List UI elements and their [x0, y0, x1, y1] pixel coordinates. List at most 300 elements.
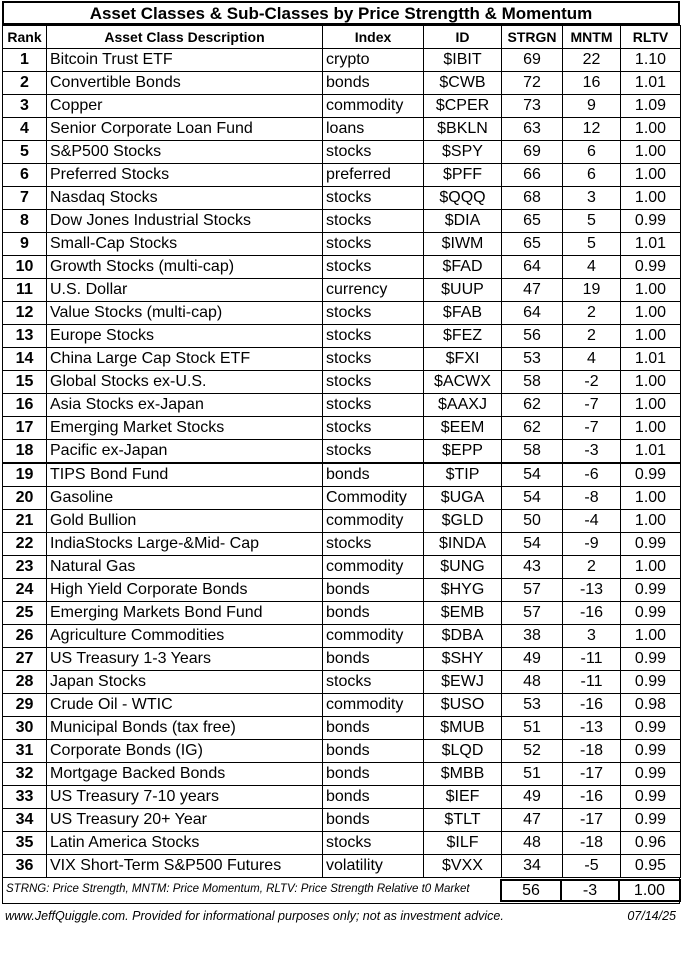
relative-cell: 0.99	[621, 533, 681, 556]
momentum-cell: 2	[563, 302, 621, 325]
momentum-cell: -3	[563, 440, 621, 464]
rank-cell: 25	[3, 602, 47, 625]
description-cell: U.S. Dollar	[47, 279, 323, 302]
id-cell: $BKLN	[424, 118, 502, 141]
header-mntm: MNTM	[563, 26, 621, 49]
table-row	[3, 49, 681, 72]
relative-cell: 0.98	[621, 694, 681, 717]
index-cell: stocks	[323, 256, 424, 279]
relative-cell: 0.99	[621, 579, 681, 602]
id-cell: $IBIT	[424, 49, 502, 72]
momentum-cell: -11	[563, 671, 621, 694]
rank-cell: 11	[3, 279, 47, 302]
momentum-cell: 6	[563, 164, 621, 187]
momentum-cell: -17	[563, 809, 621, 832]
rank-cell: 16	[3, 394, 47, 417]
relative-cell: 1.00	[621, 279, 681, 302]
relative-cell: 1.00	[621, 118, 681, 141]
strength-cell: 53	[502, 694, 563, 717]
momentum-cell: 19	[563, 279, 621, 302]
rank-cell: 3	[3, 95, 47, 118]
strength-cell: 38	[502, 625, 563, 648]
index-cell: stocks	[323, 371, 424, 394]
description-cell: Agriculture Commodities	[47, 625, 323, 648]
strength-cell: 58	[502, 371, 563, 394]
strength-cell: 58	[502, 440, 563, 464]
strength-cell: 53	[502, 348, 563, 371]
strength-cell: 54	[502, 533, 563, 556]
id-cell: $VXX	[424, 855, 502, 878]
strength-cell: 69	[502, 49, 563, 72]
description-cell: Corporate Bonds (IG)	[47, 740, 323, 763]
table-row	[3, 325, 681, 348]
index-cell: stocks	[323, 141, 424, 164]
id-cell: $DIA	[424, 210, 502, 233]
momentum-cell: -9	[563, 533, 621, 556]
id-cell: $PFF	[424, 164, 502, 187]
rank-cell: 1	[3, 49, 47, 72]
description-cell: Bitcoin Trust ETF	[47, 49, 323, 72]
relative-cell: 1.00	[621, 556, 681, 579]
id-cell: $UNG	[424, 556, 502, 579]
momentum-cell: 5	[563, 233, 621, 256]
relative-cell: 0.99	[621, 463, 681, 487]
index-cell: commodity	[323, 510, 424, 533]
rank-cell: 15	[3, 371, 47, 394]
index-cell: commodity	[323, 694, 424, 717]
strength-cell: 72	[502, 72, 563, 95]
asset-table	[2, 25, 681, 878]
index-cell: commodity	[323, 556, 424, 579]
id-cell: $IEF	[424, 786, 502, 809]
relative-cell: 0.99	[621, 648, 681, 671]
strength-cell: 69	[502, 141, 563, 164]
strength-cell: 43	[502, 556, 563, 579]
asset-class-sheet	[2, 1, 680, 926]
id-cell: $FXI	[424, 348, 502, 371]
id-cell: $TIP	[424, 463, 502, 487]
description-cell: Japan Stocks	[47, 671, 323, 694]
index-cell: commodity	[323, 95, 424, 118]
table-row	[3, 210, 681, 233]
relative-cell: 1.10	[621, 49, 681, 72]
momentum-cell: 6	[563, 141, 621, 164]
description-cell: High Yield Corporate Bonds	[47, 579, 323, 602]
index-cell: stocks	[323, 325, 424, 348]
id-cell: $INDA	[424, 533, 502, 556]
id-cell: $LQD	[424, 740, 502, 763]
rank-cell: 28	[3, 671, 47, 694]
table-row	[3, 187, 681, 210]
description-cell: Asia Stocks ex-Japan	[47, 394, 323, 417]
header-rank: Rank	[3, 26, 47, 49]
id-cell: $FAB	[424, 302, 502, 325]
rank-cell: 4	[3, 118, 47, 141]
table-row	[3, 786, 681, 809]
id-cell: $EPP	[424, 440, 502, 464]
strength-cell: 56	[502, 325, 563, 348]
strength-cell: 51	[502, 763, 563, 786]
id-cell: $USO	[424, 694, 502, 717]
relative-cell: 1.00	[621, 325, 681, 348]
index-cell: commodity	[323, 625, 424, 648]
rank-cell: 10	[3, 256, 47, 279]
table-row	[3, 809, 681, 832]
index-cell: stocks	[323, 210, 424, 233]
index-cell: bonds	[323, 602, 424, 625]
market-relative-value: 1.00	[618, 879, 681, 902]
description-cell: Dow Jones Industrial Stocks	[47, 210, 323, 233]
description-cell: Copper	[47, 95, 323, 118]
table-row	[3, 579, 681, 602]
table-row	[3, 763, 681, 786]
strength-cell: 65	[502, 233, 563, 256]
relative-cell: 1.00	[621, 141, 681, 164]
description-cell: US Treasury 20+ Year	[47, 809, 323, 832]
strength-cell: 51	[502, 717, 563, 740]
strength-cell: 54	[502, 463, 563, 487]
id-cell: $QQQ	[424, 187, 502, 210]
momentum-cell: -16	[563, 694, 621, 717]
strength-cell: 62	[502, 417, 563, 440]
description-cell: Small-Cap Stocks	[47, 233, 323, 256]
rank-cell: 30	[3, 717, 47, 740]
strength-cell: 47	[502, 279, 563, 302]
description-cell: China Large Cap Stock ETF	[47, 348, 323, 371]
id-cell: $HYG	[424, 579, 502, 602]
rank-cell: 34	[3, 809, 47, 832]
description-cell: Municipal Bonds (tax free)	[47, 717, 323, 740]
momentum-cell: -16	[563, 786, 621, 809]
rank-cell: 14	[3, 348, 47, 371]
table-row	[3, 95, 681, 118]
relative-cell: 0.99	[621, 717, 681, 740]
relative-cell: 0.95	[621, 855, 681, 878]
table-row	[3, 348, 681, 371]
description-cell: Mortgage Backed Bonds	[47, 763, 323, 786]
description-cell: Pacific ex-Japan	[47, 440, 323, 464]
relative-cell: 1.00	[621, 164, 681, 187]
strength-cell: 48	[502, 832, 563, 855]
relative-cell: 0.99	[621, 763, 681, 786]
table-row	[3, 832, 681, 855]
description-cell: Emerging Market Stocks	[47, 417, 323, 440]
rank-cell: 21	[3, 510, 47, 533]
strength-cell: 57	[502, 579, 563, 602]
strength-cell: 57	[502, 602, 563, 625]
relative-cell: 1.01	[621, 233, 681, 256]
table-row	[3, 717, 681, 740]
index-cell: currency	[323, 279, 424, 302]
rank-cell: 20	[3, 487, 47, 510]
header-id: ID	[424, 26, 502, 49]
rank-cell: 18	[3, 440, 47, 464]
table-row	[3, 487, 681, 510]
index-cell: bonds	[323, 717, 424, 740]
relative-cell: 1.00	[621, 487, 681, 510]
table-row	[3, 533, 681, 556]
momentum-cell: -4	[563, 510, 621, 533]
momentum-cell: -6	[563, 463, 621, 487]
description-cell: Senior Corporate Loan Fund	[47, 118, 323, 141]
rank-cell: 23	[3, 556, 47, 579]
index-cell: stocks	[323, 302, 424, 325]
table-row	[3, 72, 681, 95]
index-cell: bonds	[323, 72, 424, 95]
market-strength-value: 56	[500, 879, 562, 902]
momentum-cell: -17	[563, 763, 621, 786]
relative-cell: 1.00	[621, 417, 681, 440]
relative-cell: 1.01	[621, 72, 681, 95]
momentum-cell: 4	[563, 256, 621, 279]
index-cell: stocks	[323, 187, 424, 210]
rank-cell: 7	[3, 187, 47, 210]
rank-cell: 32	[3, 763, 47, 786]
table-row	[3, 164, 681, 187]
sheet-title: Asset Classes & Sub-Classes by Price Strengtth & Momentum	[2, 1, 680, 25]
id-cell: $EMB	[424, 602, 502, 625]
index-cell: bonds	[323, 463, 424, 487]
id-cell: $CWB	[424, 72, 502, 95]
relative-cell: 0.99	[621, 210, 681, 233]
rank-cell: 31	[3, 740, 47, 763]
strength-cell: 50	[502, 510, 563, 533]
strength-cell: 54	[502, 487, 563, 510]
momentum-cell: 22	[563, 49, 621, 72]
description-cell: Convertible Bonds	[47, 72, 323, 95]
id-cell: $ACWX	[424, 371, 502, 394]
rank-cell: 24	[3, 579, 47, 602]
relative-cell: 1.01	[621, 348, 681, 371]
strength-cell: 48	[502, 671, 563, 694]
table-row	[3, 556, 681, 579]
description-cell: US Treasury 7-10 years	[47, 786, 323, 809]
index-cell: stocks	[323, 417, 424, 440]
description-cell: Natural Gas	[47, 556, 323, 579]
index-cell: stocks	[323, 832, 424, 855]
relative-cell: 1.00	[621, 302, 681, 325]
table-body	[3, 49, 681, 878]
id-cell: $EWJ	[424, 671, 502, 694]
index-cell: stocks	[323, 440, 424, 464]
rank-cell: 9	[3, 233, 47, 256]
relative-cell: 0.99	[621, 671, 681, 694]
momentum-cell: 2	[563, 325, 621, 348]
relative-cell: 1.00	[621, 625, 681, 648]
relative-cell: 0.99	[621, 809, 681, 832]
id-cell: $ILF	[424, 832, 502, 855]
description-cell: S&P500 Stocks	[47, 141, 323, 164]
momentum-cell: 9	[563, 95, 621, 118]
table-row	[3, 648, 681, 671]
index-cell: bonds	[323, 648, 424, 671]
relative-cell: 1.00	[621, 187, 681, 210]
rank-cell: 6	[3, 164, 47, 187]
id-cell: $TLT	[424, 809, 502, 832]
description-cell: US Treasury 1-3 Years	[47, 648, 323, 671]
index-cell: loans	[323, 118, 424, 141]
momentum-cell: -5	[563, 855, 621, 878]
strength-cell: 66	[502, 164, 563, 187]
relative-cell: 1.01	[621, 440, 681, 464]
id-cell: $SPY	[424, 141, 502, 164]
table-row	[3, 625, 681, 648]
index-cell: volatility	[323, 855, 424, 878]
header-description: Asset Class Description	[47, 26, 323, 49]
index-cell: bonds	[323, 763, 424, 786]
momentum-cell: -18	[563, 832, 621, 855]
relative-cell: 0.99	[621, 602, 681, 625]
index-cell: stocks	[323, 671, 424, 694]
table-row	[3, 233, 681, 256]
relative-cell: 0.96	[621, 832, 681, 855]
description-cell: Emerging Markets Bond Fund	[47, 602, 323, 625]
table-row	[3, 694, 681, 717]
report-date: 07/14/25	[627, 909, 676, 923]
strength-cell: 47	[502, 809, 563, 832]
relative-cell: 1.00	[621, 371, 681, 394]
relative-cell: 1.00	[621, 394, 681, 417]
id-cell: $MUB	[424, 717, 502, 740]
strength-cell: 64	[502, 256, 563, 279]
momentum-cell: 4	[563, 348, 621, 371]
strength-cell: 68	[502, 187, 563, 210]
momentum-cell: -8	[563, 487, 621, 510]
id-cell: $GLD	[424, 510, 502, 533]
momentum-cell: 2	[563, 556, 621, 579]
table-row	[3, 141, 681, 164]
momentum-cell: -13	[563, 717, 621, 740]
description-cell: Value Stocks (multi-cap)	[47, 302, 323, 325]
momentum-cell: -7	[563, 394, 621, 417]
table-row	[3, 394, 681, 417]
description-cell: Preferred Stocks	[47, 164, 323, 187]
strength-cell: 63	[502, 118, 563, 141]
strength-cell: 64	[502, 302, 563, 325]
table-row	[3, 118, 681, 141]
relative-cell: 1.00	[621, 510, 681, 533]
rank-cell: 36	[3, 855, 47, 878]
strength-cell: 34	[502, 855, 563, 878]
description-cell: Nasdaq Stocks	[47, 187, 323, 210]
id-cell: $FAD	[424, 256, 502, 279]
rank-cell: 33	[3, 786, 47, 809]
relative-cell: 1.09	[621, 95, 681, 118]
rank-cell: 17	[3, 417, 47, 440]
description-cell: Gasoline	[47, 487, 323, 510]
table-row	[3, 440, 681, 464]
disclaimer-row	[2, 904, 680, 926]
momentum-cell: 5	[563, 210, 621, 233]
description-cell: Europe Stocks	[47, 325, 323, 348]
id-cell: $EEM	[424, 417, 502, 440]
relative-cell: 0.99	[621, 740, 681, 763]
rank-cell: 35	[3, 832, 47, 855]
legend-row	[2, 878, 680, 904]
table-row	[3, 671, 681, 694]
table-row	[3, 417, 681, 440]
index-cell: crypto	[323, 49, 424, 72]
table-row	[3, 602, 681, 625]
index-cell: bonds	[323, 740, 424, 763]
id-cell: $FEZ	[424, 325, 502, 348]
relative-cell: 0.99	[621, 786, 681, 809]
rank-cell: 29	[3, 694, 47, 717]
index-cell: stocks	[323, 233, 424, 256]
strength-cell: 49	[502, 648, 563, 671]
relative-cell: 0.99	[621, 256, 681, 279]
index-cell: bonds	[323, 786, 424, 809]
table-row	[3, 256, 681, 279]
table-row	[3, 510, 681, 533]
strength-cell: 49	[502, 786, 563, 809]
table-row	[3, 371, 681, 394]
momentum-cell: 3	[563, 187, 621, 210]
index-cell: bonds	[323, 809, 424, 832]
rank-cell: 13	[3, 325, 47, 348]
strength-cell: 62	[502, 394, 563, 417]
description-cell: Crude Oil - WTIC	[47, 694, 323, 717]
id-cell: $UGA	[424, 487, 502, 510]
rank-cell: 19	[3, 463, 47, 487]
id-cell: $UUP	[424, 279, 502, 302]
rank-cell: 27	[3, 648, 47, 671]
index-cell: bonds	[323, 579, 424, 602]
table-header-row	[3, 26, 681, 49]
momentum-cell: -7	[563, 417, 621, 440]
id-cell: $SHY	[424, 648, 502, 671]
momentum-cell: 3	[563, 625, 621, 648]
strength-cell: 65	[502, 210, 563, 233]
rank-cell: 5	[3, 141, 47, 164]
index-cell: stocks	[323, 348, 424, 371]
momentum-cell: -11	[563, 648, 621, 671]
index-cell: Commodity	[323, 487, 424, 510]
description-cell: IndiaStocks Large-&Mid- Cap	[47, 533, 323, 556]
description-cell: VIX Short-Term S&P500 Futures	[47, 855, 323, 878]
id-cell: $CPER	[424, 95, 502, 118]
header-strgn: STRGN	[502, 26, 563, 49]
market-momentum-value: -3	[560, 879, 620, 902]
description-cell: Gold Bullion	[47, 510, 323, 533]
momentum-cell: -2	[563, 371, 621, 394]
description-cell: TIPS Bond Fund	[47, 463, 323, 487]
id-cell: $AAXJ	[424, 394, 502, 417]
website-disclaimer: www.JeffQuiggle.com. Provided for informational purposes only; not as investment advice.	[5, 909, 504, 923]
description-cell: Global Stocks ex-U.S.	[47, 371, 323, 394]
rank-cell: 26	[3, 625, 47, 648]
rank-cell: 12	[3, 302, 47, 325]
momentum-cell: 12	[563, 118, 621, 141]
id-cell: $IWM	[424, 233, 502, 256]
table-row	[3, 279, 681, 302]
index-cell: stocks	[323, 533, 424, 556]
table-row	[3, 463, 681, 487]
id-cell: $MBB	[424, 763, 502, 786]
table-row	[3, 855, 681, 878]
momentum-cell: 16	[563, 72, 621, 95]
description-cell: Growth Stocks (multi-cap)	[47, 256, 323, 279]
rank-cell: 8	[3, 210, 47, 233]
momentum-cell: -16	[563, 602, 621, 625]
momentum-cell: -18	[563, 740, 621, 763]
rank-cell: 22	[3, 533, 47, 556]
table-row	[3, 740, 681, 763]
legend-text: STRNG: Price Strength, MNTM: Price Momentum, RLTV: Price Strength Relative t0 Market	[6, 883, 470, 895]
strength-cell: 73	[502, 95, 563, 118]
rank-cell: 2	[3, 72, 47, 95]
index-cell: stocks	[323, 394, 424, 417]
